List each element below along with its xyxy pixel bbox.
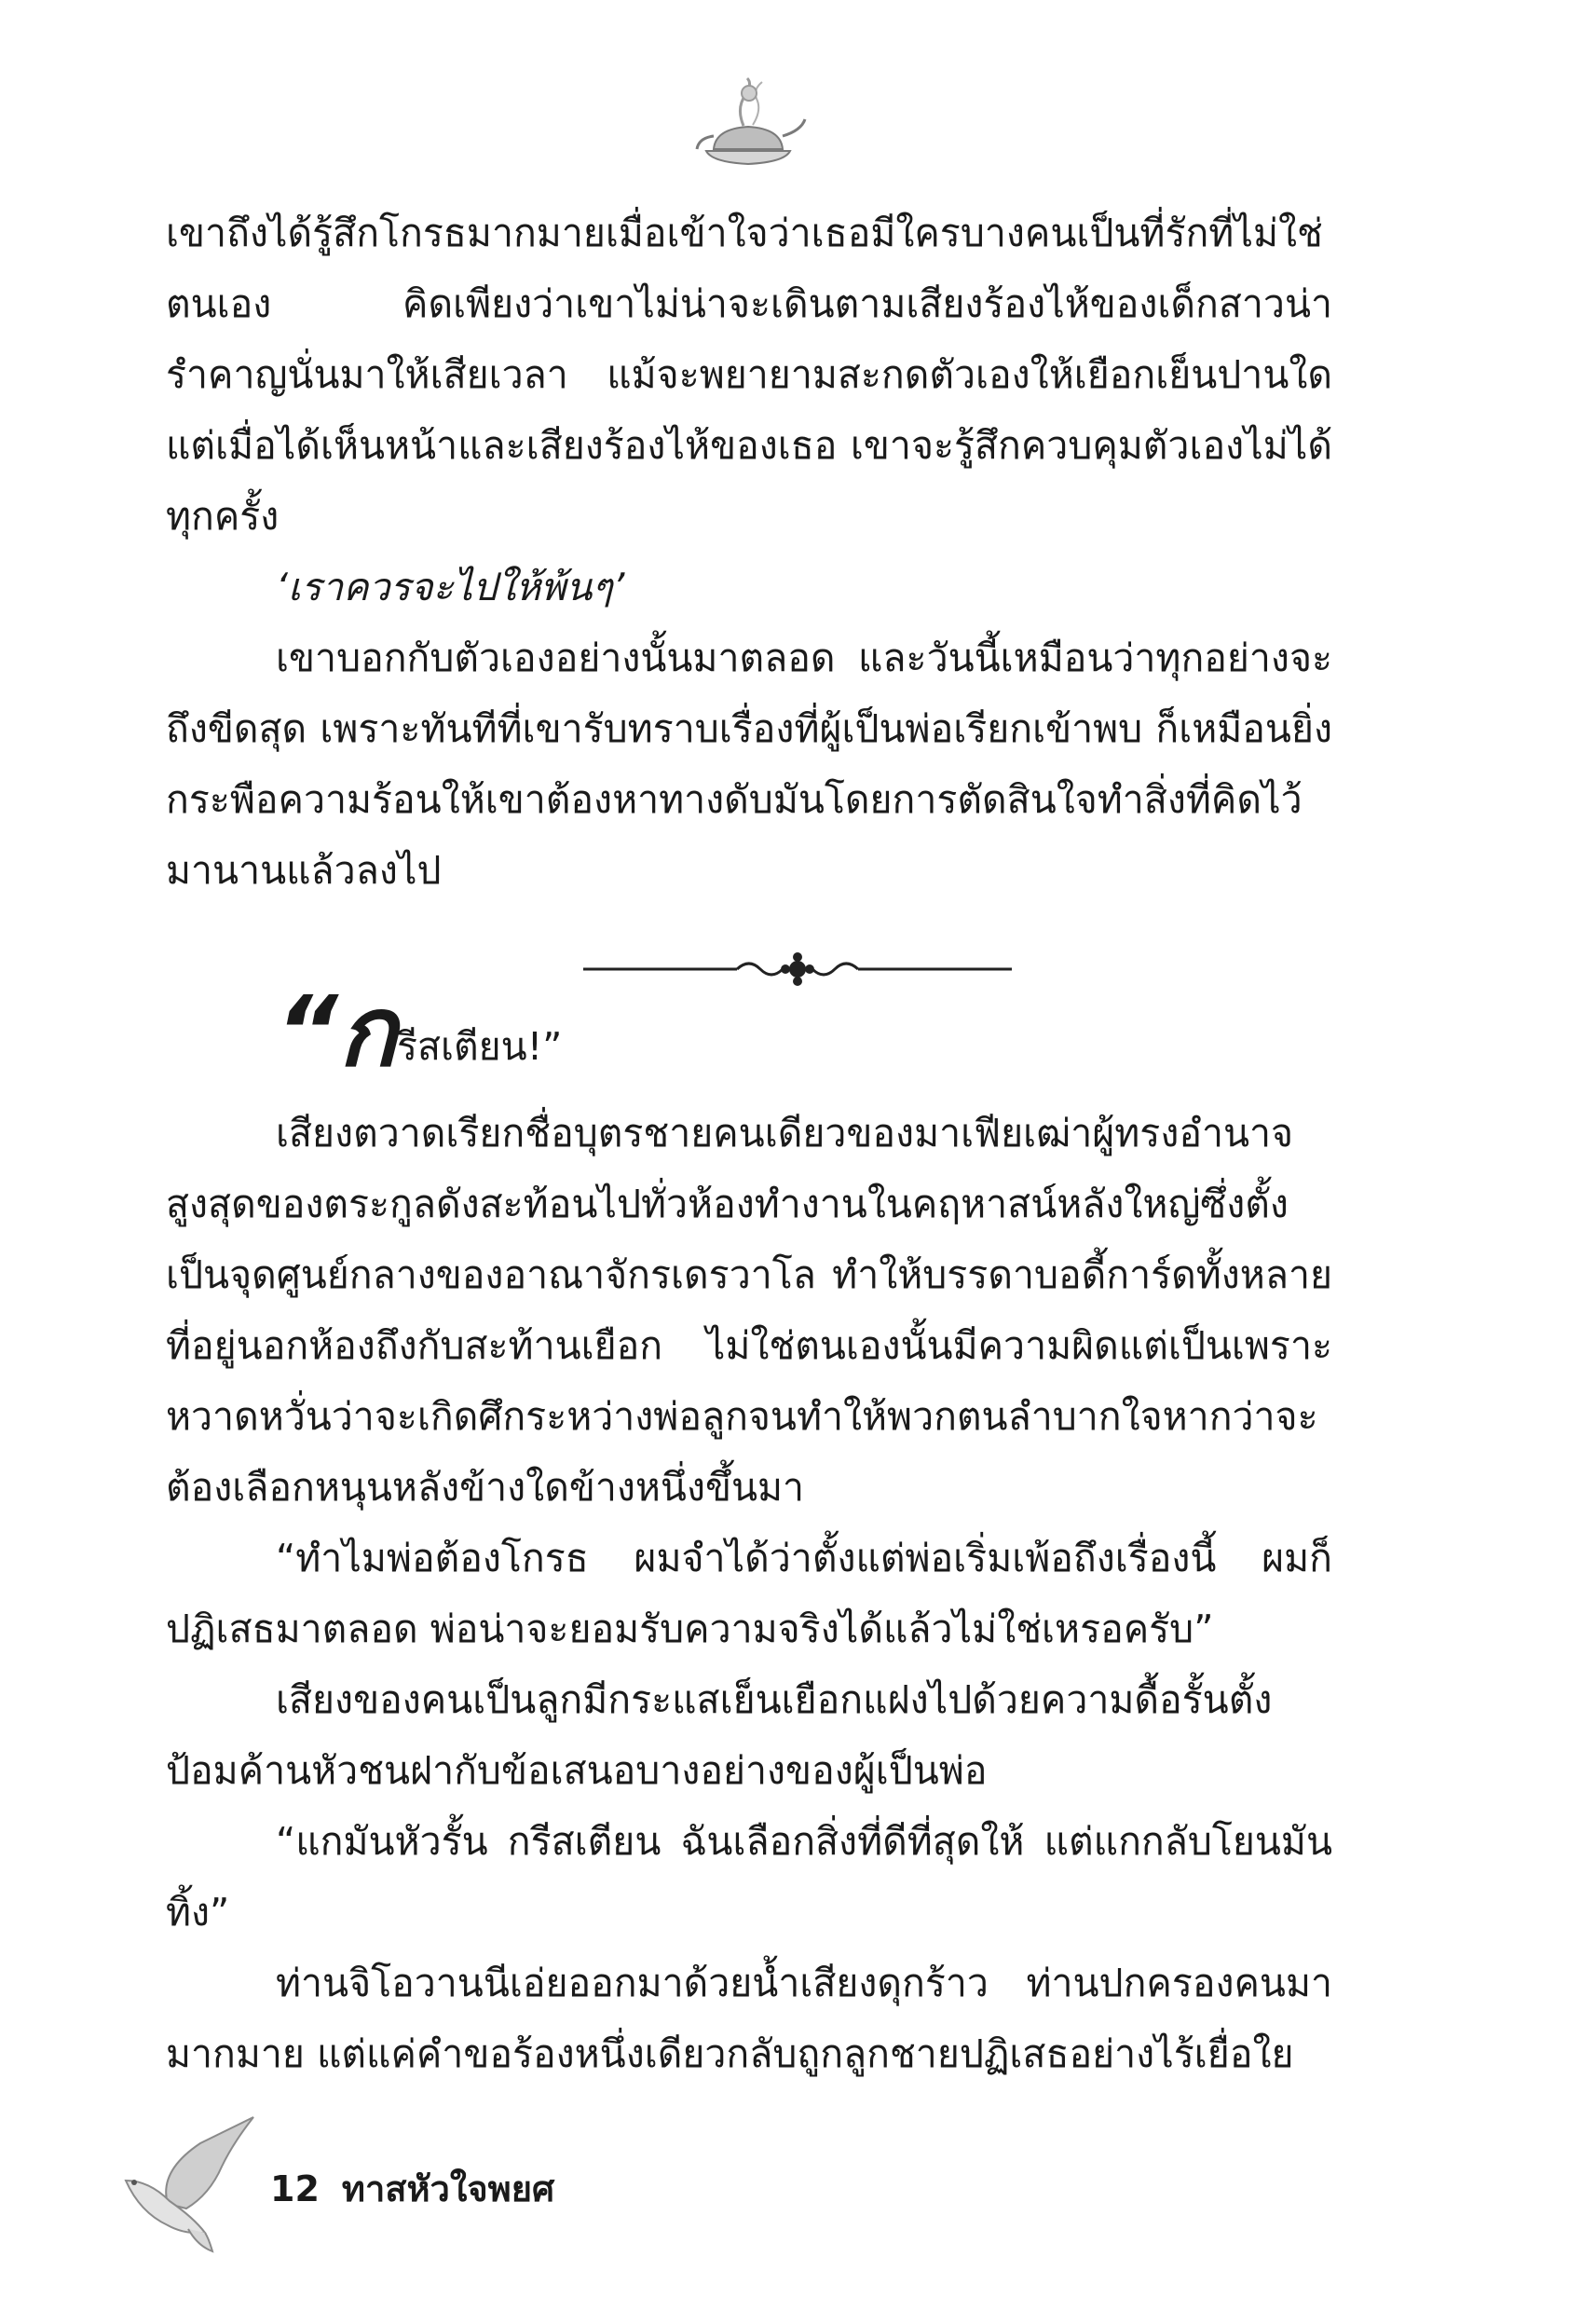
dialogue-paragraph: “ทำไมพ่อต้องโกรธ ผมจำได้ว่าตั้งแต่พ่อเริ่มเพ้อถึงเรื่องนี้ ผมก็ปฏิเสธมาตลอด พ่อน่าจะยอมรับความจริงได้แล้วไม่ใช่เหรอครับ” — [166, 1536, 1332, 1651]
dialogue-paragraph: “แกมันหัวรั้น กรีสเตียน ฉันเลือกสิ่งที่ดีที่สุดให้ แต่แกกลับโยนมันทิ้ง” — [166, 1819, 1332, 1935]
page-number: 12 — [270, 2168, 320, 2209]
paragraph: เขาบอกกับตัวเองอย่างนั้นมาตลอด และวันนี้เหมือนว่าทุกอย่างจะถึงขีดสุด เพราะทันทีที่เขารับทราบเรื่องที่ผู้เป็นพ่อเรียกเข้าพบ ก็เหมือนยิ่งกระพือความร้อนให้เขาต้องหาทางดับมันโดยการตัดสินใจทำสิ่งที่คิดไว้มานานแล้วลงไป — [166, 636, 1332, 893]
teapot-ornament-icon — [688, 75, 809, 177]
dove-icon — [112, 2115, 261, 2255]
chapter-opening — [166, 975, 1332, 1098]
paragraph: เขาถึงได้รู้สึกโกรธมากมายเมื่อเข้าใจว่าเธอมีใครบางคนเป็นที่รักที่ไม่ใช่ตนเอง คิดเพียงว่าเขาไม่น่าจะเดินตามเสียงร้องไห้ของเด็กสาวน่ารำคาญนั่นมาให้เสียเวลา แม้จะพยายามสะกดตัวเองให้เยือกเย็นปานใด แต่เมื่อได้เห็นหน้าและเสียงร้องไห้ของเธอ เขาจะรู้สึกควบคุมตัวเองไม่ได้ทุกครั้ง — [166, 211, 1332, 539]
italic-thought: ‘เราควรจะไปให้พ้นๆ’ — [276, 565, 625, 609]
drop-cap: “ก — [276, 975, 397, 1088]
drop-cap-rest: รีสเตียน!” — [396, 1024, 563, 1069]
book-title: ทาสหัวใจพยศ — [341, 2168, 555, 2209]
paragraph: ท่านจิโอวานนีเอ่ยออกมาด้วยน้ำเสียงดุกร้าว ท่านปกครองคนมามากมาย แต่แค่คำขอร้องหนึ่งเดียวกลับถูกลูกชายปฏิเสธอย่างไร้เยื่อใย — [166, 1961, 1332, 2076]
text-block-lower — [166, 975, 1332, 2089]
paragraph: เสียงตวาดเรียกชื่อบุตรชายคนเดียวของมาเฟียเฒ่าผู้ทรงอำนาจสูงสุดของตระกูลดังสะท้อนไปทั่วห้องทำงานในคฤหาสน์หลังใหญ่ซึ่งตั้งเป็นจุดศูนย์กลางของอาณาจักรเดรวาโล ทำให้บรรดาบอดี้การ์ดทั้งหลายที่อยู่นอกห้องถึงกับสะท้านเยือก ไม่ใช่ตนเองนั้นมีความผิดแต่เป็นเพราะหวาดหวั่นว่าจะเกิดศึกระหว่างพ่อลูกจนทำให้พวกตนลำบากใจหากว่าจะต้องเลือกหนุนหลังข้างใดข้างหนึ่งขึ้นมา — [166, 1111, 1332, 1510]
page-footer — [270, 2160, 554, 2217]
text-block-upper — [166, 198, 1332, 906]
paragraph: เสียงของคนเป็นลูกมีกระแสเย็นเยือกแฝงไปด้วยความดื้อรั้นตั้งป้อมค้านหัวชนฝากับข้อเสนอบางอย่างของผู้เป็นพ่อ — [166, 1677, 1273, 1793]
